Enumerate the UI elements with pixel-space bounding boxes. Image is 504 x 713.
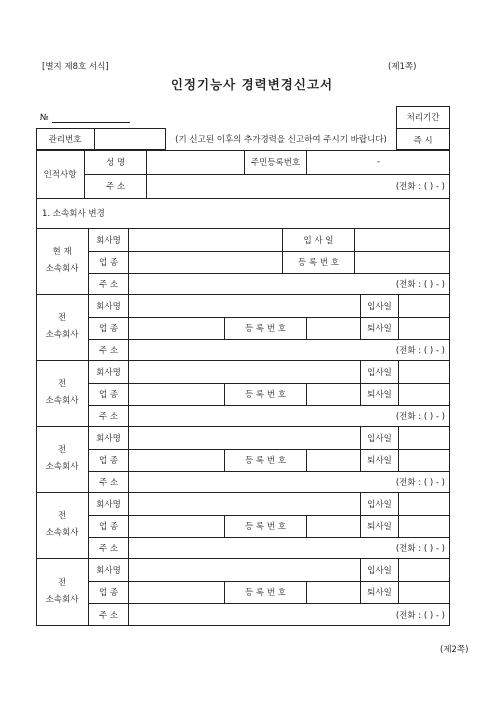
prev4-address-phone[interactable]: (전화 : ( ) - ) (395, 543, 445, 554)
current-reg-no-field[interactable] (355, 251, 450, 273)
rrn-label: 주민등록번호 (250, 158, 301, 168)
prev2-leave-date-field[interactable] (399, 383, 450, 405)
prev3-address-label: 주 소 (98, 477, 119, 488)
prev5-reg-no-field[interactable] (307, 581, 360, 603)
prev4-join-date-label: 입사일 (367, 499, 392, 510)
page-number-top: (제1쪽) (388, 62, 417, 72)
form-number: [별지 제8호 서식] (42, 62, 109, 72)
page-number-bottom: (제2쪽) (440, 645, 469, 655)
prev1-join-date-field[interactable] (399, 294, 450, 317)
prev5-reg-no-label: 등 록 번 호 (245, 588, 286, 598)
prev4-business-type-field[interactable] (129, 515, 224, 537)
prev3-leave-date-field[interactable] (399, 449, 450, 471)
prev1-join-date-label: 입사일 (367, 301, 392, 312)
current-business-type-field[interactable] (129, 251, 282, 273)
prev4-reg-no-label: 등 록 번 호 (245, 522, 286, 532)
prev2-reg-no-label: 등 록 번 호 (245, 390, 286, 400)
prev2-join-date-field[interactable] (399, 360, 450, 383)
personal-info-label: 인적사항 (43, 170, 77, 180)
prev2-company-name-field[interactable] (129, 360, 360, 383)
address-label: 주 소 (105, 182, 126, 192)
prev3-address-phone[interactable]: (전화 : ( ) - ) (395, 477, 445, 488)
prev-company-1-label: 전 소속회사 (45, 313, 79, 340)
prev3-company-name-field[interactable] (129, 426, 360, 449)
prev1-leave-date-field[interactable] (399, 317, 450, 339)
prev2-company-name-label: 회사명 (96, 367, 121, 378)
mgmt-number-field[interactable] (95, 128, 165, 150)
prev5-leave-date-label: 퇴사일 (367, 588, 392, 598)
prev1-business-type-field[interactable] (129, 317, 224, 339)
name-label: 성 명 (105, 158, 126, 168)
prev5-join-date-label: 입사일 (367, 565, 392, 576)
prev1-reg-no-field[interactable] (307, 317, 360, 339)
prev5-company-name-field[interactable] (129, 558, 360, 581)
current-join-date-field[interactable] (355, 228, 450, 251)
prev3-join-date-field[interactable] (399, 426, 450, 449)
prev3-reg-no-label: 등 록 번 호 (245, 456, 286, 466)
prev1-reg-no-label: 등 록 번 호 (245, 324, 286, 334)
prev2-address-phone[interactable]: (전화 : ( ) - ) (395, 411, 445, 422)
address-phone[interactable]: (전화 : ( ) - ) (395, 182, 445, 192)
rrn-field[interactable]: - (376, 157, 381, 167)
processing-period-label: 처리기간 (406, 113, 440, 123)
prev4-leave-date-field[interactable] (399, 515, 450, 537)
prev3-company-name-label: 회사명 (96, 433, 121, 444)
current-join-date-label: 입 사 일 (303, 235, 334, 246)
prev3-business-type-label: 업 종 (98, 456, 119, 466)
current-company-name-label: 회사명 (96, 235, 121, 246)
prev1-company-name-field[interactable] (129, 294, 360, 317)
prev2-business-type-field[interactable] (129, 383, 224, 405)
prev4-address-label: 주 소 (98, 543, 119, 554)
current-address-label: 주 소 (98, 279, 119, 290)
processing-period-value: 즉 시 (413, 135, 433, 146)
prev2-leave-date-label: 퇴사일 (367, 390, 392, 400)
prev3-business-type-field[interactable] (129, 449, 224, 471)
prev5-address-label: 주 소 (98, 610, 119, 621)
prev4-leave-date-label: 퇴사일 (367, 522, 392, 532)
prev1-address-phone[interactable]: (전화 : ( ) - ) (395, 345, 445, 356)
mgmt-number-label: 관리번호 (48, 135, 82, 145)
current-company-label: 현 재 소속회사 (45, 247, 79, 274)
prev3-join-date-label: 입사일 (367, 433, 392, 444)
prev1-business-type-label: 업 종 (98, 324, 119, 334)
current-company-name-field[interactable] (129, 228, 282, 251)
prev5-company-name-label: 회사명 (96, 565, 121, 576)
prev4-company-name-field[interactable] (129, 492, 360, 515)
prev-company-5-label: 전 소속회사 (45, 578, 79, 605)
prev-company-2-label: 전 소속회사 (45, 379, 79, 406)
prev2-reg-no-field[interactable] (307, 383, 360, 405)
current-business-type-label: 업 종 (98, 258, 119, 268)
form-title: 인정기능사 경력변경신고서 (170, 77, 334, 92)
current-reg-no-label: 등 록 번 호 (298, 258, 339, 268)
prev2-address-label: 주 소 (98, 411, 119, 422)
prev1-company-name-label: 회사명 (96, 301, 121, 312)
prev5-leave-date-field[interactable] (399, 581, 450, 603)
prev1-leave-date-label: 퇴사일 (367, 324, 392, 334)
prev3-leave-date-label: 퇴사일 (367, 456, 392, 466)
prev5-join-date-field[interactable] (399, 558, 450, 581)
prev-company-3-label: 전 소속회사 (45, 445, 79, 472)
prev2-business-type-label: 업 종 (98, 390, 119, 400)
mgmt-note: (기 신고된 이후의 추가경력을 신고하여 주시기 바랍니다) (175, 135, 387, 145)
current-address-phone[interactable]: (전화 : ( ) - ) (395, 279, 445, 290)
prev4-company-name-label: 회사명 (96, 499, 121, 510)
prev5-address-phone[interactable]: (전화 : ( ) - ) (395, 610, 445, 621)
section-company-change: 1. 소속회사 변경 (42, 209, 105, 219)
name-field[interactable] (147, 150, 244, 174)
prev1-address-label: 주 소 (98, 345, 119, 356)
prev-company-4-label: 전 소속회사 (45, 511, 79, 538)
prev4-reg-no-field[interactable] (307, 515, 360, 537)
prev5-business-type-field[interactable] (129, 581, 224, 603)
number-underline (52, 122, 130, 123)
prev4-business-type-label: 업 종 (98, 522, 119, 532)
prev2-join-date-label: 입사일 (367, 367, 392, 378)
prev4-join-date-field[interactable] (399, 492, 450, 515)
prev3-reg-no-field[interactable] (307, 449, 360, 471)
number-label: № (40, 113, 49, 123)
prev5-business-type-label: 업 종 (98, 588, 119, 598)
